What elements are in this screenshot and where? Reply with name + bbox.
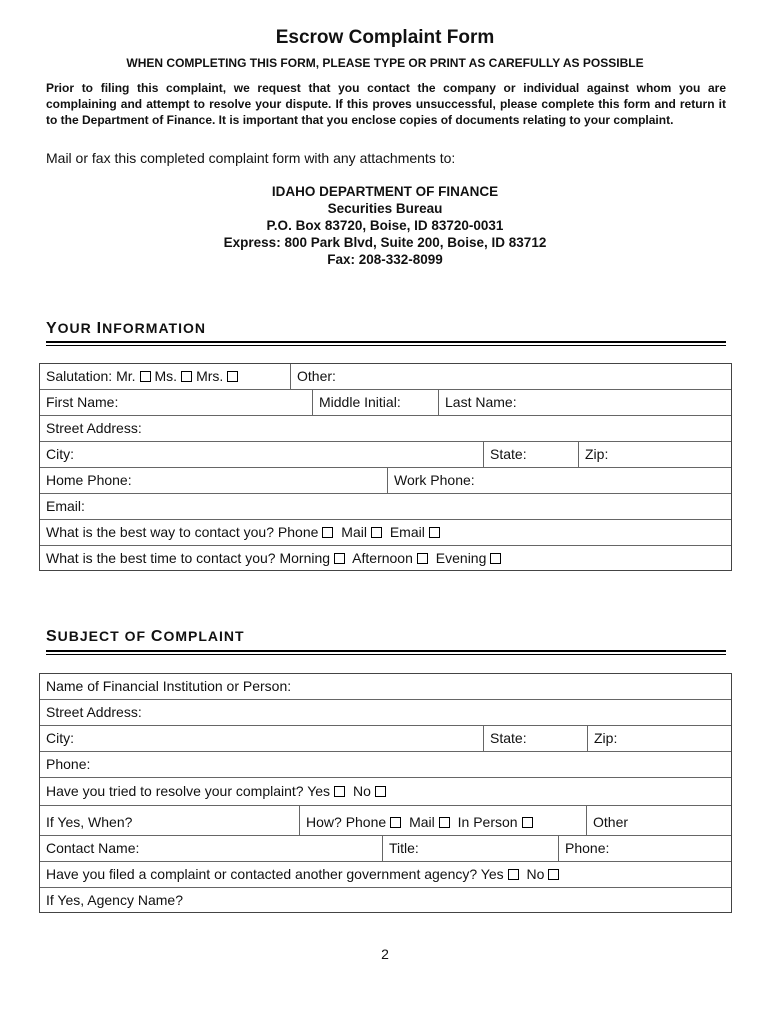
agency-filed-row (40, 862, 731, 888)
filed-no-checkbox[interactable] (548, 869, 559, 880)
phone-row (40, 468, 731, 494)
form-subtitle: WHEN COMPLETING THIS FORM, PLEASE TYPE OR PRINT AS CAREFULLY AS POSSIBLE (126, 56, 644, 70)
contact-name-field[interactable]: Contact Name: (46, 840, 140, 856)
last-name-field[interactable]: Last Name: (438, 390, 517, 415)
contact-method-field: What is the best way to contact you? Phone Mail Email (40, 520, 444, 545)
section-divider (46, 345, 726, 346)
morning-checkbox[interactable] (334, 553, 345, 564)
email-field[interactable]: Email: (46, 498, 85, 514)
city-field[interactable]: City: (46, 446, 74, 462)
mail-instruction: Mail or fax this completed complaint form with any attachments to: (46, 150, 456, 166)
city-row (40, 726, 731, 752)
how-mail-checkbox[interactable] (439, 817, 450, 828)
street-row (40, 416, 731, 442)
institution-name-field[interactable]: Name of Financial Institution or Person: (46, 678, 292, 694)
mailing-address (0, 183, 770, 268)
contact-title-field[interactable]: Title: (382, 836, 419, 861)
ms-checkbox[interactable] (181, 371, 192, 382)
contact-method-row (40, 520, 731, 546)
phone-field[interactable]: Phone: (46, 756, 91, 772)
state-field[interactable]: State: (483, 442, 527, 467)
street-row (40, 700, 731, 726)
first-name-field[interactable]: First Name: (46, 394, 119, 410)
address-line: Fax: 208-332-8099 (327, 252, 443, 267)
form-title: Escrow Complaint Form (275, 27, 495, 48)
section-divider (46, 341, 726, 343)
name-row (40, 390, 731, 416)
how-phone-checkbox[interactable] (390, 817, 401, 828)
page-number: 2 (381, 946, 389, 962)
agency-filed-field: Have you filed a complaint or contacted another government agency? Yes No (40, 862, 563, 887)
email-row (40, 494, 731, 520)
mrs-checkbox[interactable] (227, 371, 238, 382)
resolve-yes-checkbox[interactable] (334, 786, 345, 797)
middle-initial-field[interactable]: Middle Initial: (312, 390, 401, 415)
resolve-attempt-field: Have you tried to resolve your complaint? Yes No (40, 778, 390, 805)
phone-checkbox[interactable] (322, 527, 333, 538)
city-field[interactable]: City: (46, 730, 74, 746)
section-divider (46, 650, 726, 652)
phone-row (40, 752, 731, 778)
salutation-row (40, 364, 731, 390)
email-checkbox[interactable] (429, 527, 440, 538)
address-line: Express: 800 Park Blvd, Suite 200, Boise, ID 83712 (223, 235, 547, 250)
salutation-field: Salutation: Mr. Ms. Mrs. (40, 364, 242, 389)
zip-field[interactable]: Zip: (578, 442, 608, 467)
how-contacted-field: How? Phone Mail In Person (299, 806, 537, 835)
agency-name-field[interactable]: If Yes, Agency Name? (46, 892, 183, 908)
if-yes-when-field[interactable]: If Yes, When? (46, 814, 133, 830)
your-information-table (39, 363, 732, 571)
subject-of-complaint-table (39, 673, 732, 913)
street-address-field[interactable]: Street Address: (46, 420, 142, 436)
zip-field[interactable]: Zip: (587, 726, 617, 751)
contact-phone-field[interactable]: Phone: (558, 836, 609, 861)
address-line: P.O. Box 83720, Boise, ID 83720-0031 (266, 218, 504, 233)
if-yes-row (40, 806, 731, 836)
address-line: Securities Bureau (327, 201, 443, 216)
other-salutation-field[interactable]: Other: (290, 364, 336, 389)
section-divider (46, 654, 726, 655)
institution-row (40, 674, 731, 700)
mail-checkbox[interactable] (371, 527, 382, 538)
resolve-row (40, 778, 731, 806)
street-address-field[interactable]: Street Address: (46, 704, 142, 720)
home-phone-field[interactable]: Home Phone: (46, 472, 132, 488)
resolve-no-checkbox[interactable] (375, 786, 386, 797)
filed-yes-checkbox[interactable] (508, 869, 519, 880)
work-phone-field[interactable]: Work Phone: (387, 468, 475, 493)
evening-checkbox[interactable] (490, 553, 501, 564)
afternoon-checkbox[interactable] (417, 553, 428, 564)
how-other-field[interactable]: Other (586, 806, 628, 835)
intro-paragraph: Prior to filing this complaint, we request that you contact the company or individual against whom you are complaining and attempt to resolve your dispute. If this proves unsuccessful, please complete this form and return it to the Department of Finance. It is important that you enclose copies of documents relating to your complaint. (46, 81, 726, 127)
state-field[interactable]: State: (483, 726, 527, 751)
address-line: IDAHO DEPARTMENT OF FINANCE (271, 184, 499, 199)
contact-time-row (40, 546, 731, 572)
section-title-your-information: YOUR INFORMATION (46, 320, 206, 337)
agency-name-row (40, 888, 731, 914)
contact-time-field: What is the best time to contact you? Morning Afternoon Evening (40, 546, 505, 571)
section-title-subject-of-complaint: SUBJECT OF COMPLAINT (46, 628, 245, 645)
mr-checkbox[interactable] (140, 371, 151, 382)
contact-row (40, 836, 731, 862)
how-in-person-checkbox[interactable] (522, 817, 533, 828)
city-row (40, 442, 731, 468)
